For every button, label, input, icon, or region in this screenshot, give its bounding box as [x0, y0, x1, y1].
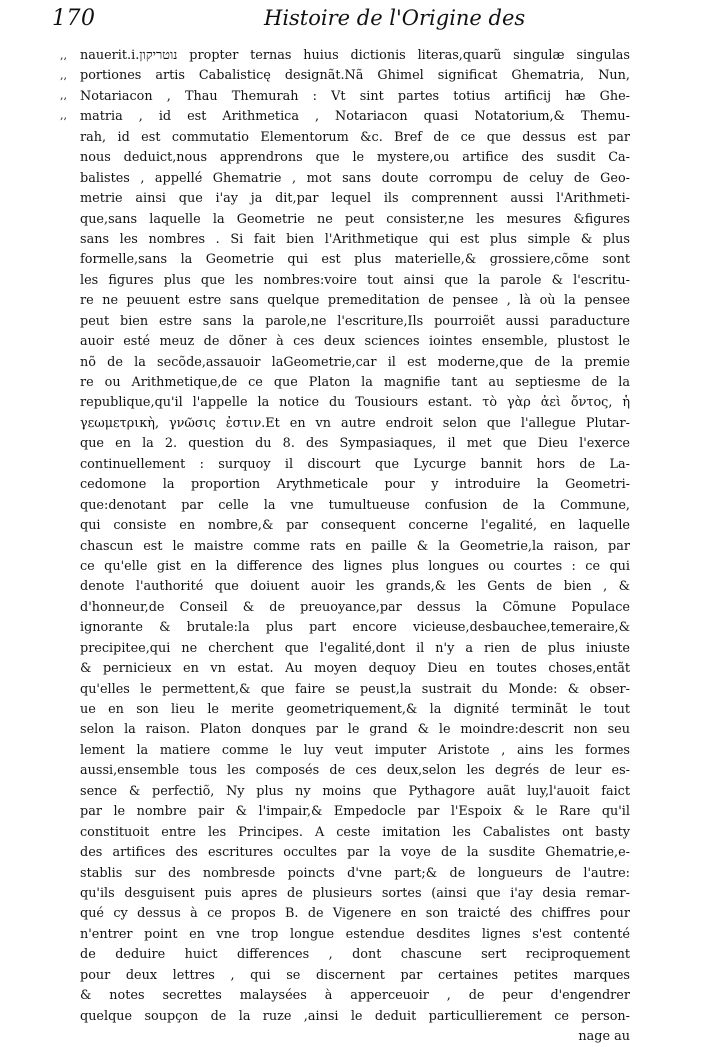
text-line: & pernicieux en vn estat. Au moyen dequoy Dieu en toutes choses,entãt: [80, 661, 630, 677]
body-text: [80, 46, 630, 1047]
quotation-mark-margin: ,,: [60, 109, 67, 122]
text-line: des artifices des escritures occultes par la voye de la susdite Ghematrie,e-: [80, 845, 630, 861]
text-line: que en la 2. question du 8. des Sympasiaques, il met que Dieu l'exerce: [80, 436, 630, 452]
text-line: nõ de la secõde,assauoir laGeometrie,car il est moderne,que de la premie: [80, 354, 630, 370]
text-line: auoir esté meuz de dõner à ces deux sciences iointes ensemble, plustost le: [80, 334, 630, 350]
text-line: constituoit entre les Principes. A ceste imitation les Cabalistes ont basty: [80, 824, 630, 840]
text-line: continuellement : surquoy il discourt que Lycurge bannit hors de La-: [80, 456, 630, 472]
page-number: 170: [52, 6, 96, 31]
quotation-mark-margin: ,,: [60, 89, 67, 102]
text-line: Notariacon , Thau Themurah : Vt sint partes totius artificij hæ Ghe-: [80, 88, 630, 104]
text-line: d'honneur,de Conseil & de preuoyance,par dessus la Cõmune Populace: [80, 599, 630, 615]
text-line: nage au: [578, 1029, 630, 1044]
text-line: balistes , appellé Ghematrie , mot sans doute corrompu de celuy de Geo-: [80, 170, 630, 186]
text-line: sence & perfectiõ, Ny plus ny moins que Pythagore auãt luy,l'auoit faict: [80, 783, 630, 799]
text-line: rah, id est commutatio Elementorum &c. Bref de ce que dessus est par: [80, 129, 630, 145]
text-line: sans les nombres . Si fait bien l'Arithmetique qui est plus simple & plus: [80, 231, 630, 247]
text-line: qué cy dessus à ce propos B. de Vigenere en son traicté des chiffres pour: [80, 906, 630, 922]
text-line: de deduire huict differences , dont chascune sert reciproquement: [80, 947, 630, 963]
text-line: quelque soupçon de la ruze ,ainsi le deduit particullierement ce person-: [80, 1008, 630, 1024]
text-line: lement la matiere comme le luy veut imputer Aristote , ains les formes: [80, 742, 630, 758]
text-line: precipitee,qui ne cherchent que l'egalité,dont il n'y a rien de plus iniuste: [80, 640, 630, 656]
text-line: nous deduict,nous apprendrons que le mystere,ou artifice des susdit Ca-: [80, 150, 630, 166]
text-line: γεωμετρικὴ, γνῶσις ἐστιν.Et en vn autre endroit selon que l'allegue Plutar-: [80, 415, 630, 431]
text-line: re ou Arithmetique,de ce que Platon la magnifie tant au septiesme de la: [80, 375, 630, 390]
quotation-mark-margin: ,,: [60, 49, 67, 62]
text-line: aussi,ensemble tous les composés de ces deux,selon les degrés de leur es-: [80, 763, 630, 779]
text-line: selon la raison. Platon donques par le grand & le moindre:descrit non seu: [80, 722, 630, 738]
text-line: pour deux lettres , qui se discernent par certaines petites marques: [80, 967, 630, 983]
quotation-mark-margin: ,,: [60, 69, 67, 82]
text-line: chascun est le maistre comme rats en paille & la Geometrie,la raison, par: [80, 538, 630, 554]
text-line: que:denotant par celle la vne tumultueuse confusion de la Commune,: [80, 497, 630, 513]
text-line: n'entrer point en vne trop longue estendue desdites lignes s'est contenté: [80, 926, 630, 942]
text-line: matria , id est Arithmetica , Notariacon quasi Notatorium,& Themu-: [80, 109, 630, 125]
text-line: ce qu'elle gist en la difference des lignes plus longues ou courtes : ce qui: [80, 558, 630, 574]
running-title: Histoire de l'Origine des: [264, 6, 526, 30]
text-line: qui consiste en nombre,& par consequent concerne l'egalité, en laquelle: [80, 518, 630, 534]
text-line: formelle,sans la Geometrie qui est plus materielle,& grossiere,cõme sont: [80, 252, 630, 268]
text-line: denote l'authorité que doiuent auoir les grands,& les Gents de bien , &: [80, 579, 630, 595]
text-line: les figures plus que les nombres:voire tout ainsi que la parole & l'escritu-: [80, 272, 630, 288]
text-line: & notes secrettes malaysées à apperceuoir , de peur d'engendrer: [80, 988, 630, 1004]
text-line: re ne peuuent estre sans quelque premeditation de pensee , là où la pensee: [80, 293, 630, 309]
text-line: qu'ils desguisent puis apres de plusieurs sortes (ainsi que i'ay desia remar-: [80, 885, 630, 901]
page-header: [52, 6, 652, 36]
text-line: nauerit.i.נוטריקון propter ternas huius dictionis literas,quarũ singulæ singulas: [80, 48, 630, 63]
text-line: par le nombre pair & l'impair,& Empedocle par l'Espoix & le Rare qu'il: [80, 804, 630, 820]
text-line: republique,qu'il l'appelle la notice du Tousiours estant. τὸ γὰρ ἀεὶ ὄντος, ἡ: [80, 395, 630, 411]
text-line: ignorante & brutale:la plus part encore vicieuse,desbauchee,temeraire,&: [80, 620, 630, 636]
text-line: peut bien estre sans la parole,ne l'escriture,Ils pourroiẽt aussi paraducture: [80, 313, 630, 329]
text-line: stablis sur des nombresde poincts d'vne part;& de longueurs de l'autre:: [80, 865, 630, 881]
text-line: cedomone la proportion Arythmeticale pour y introduire la Geometri-: [80, 477, 630, 493]
text-line: metrie ainsi que i'ay ja dit,par lequel ils comprennent aussi l'Arithmeti-: [80, 191, 630, 207]
text-line: ue en son lieu le merite geometriquement,& la dignité terminãt le tout: [80, 702, 630, 717]
text-line: portiones artis Cabalisticę designãt.Nã Ghimel significat Ghematria, Nun,: [80, 68, 630, 84]
text-line: que,sans laquelle la Geometrie ne peut consister,ne les mesures &figures: [80, 211, 630, 227]
text-line: qu'elles le permettent,& que faire se peust,la sustrait du Monde: & obser-: [80, 681, 630, 697]
